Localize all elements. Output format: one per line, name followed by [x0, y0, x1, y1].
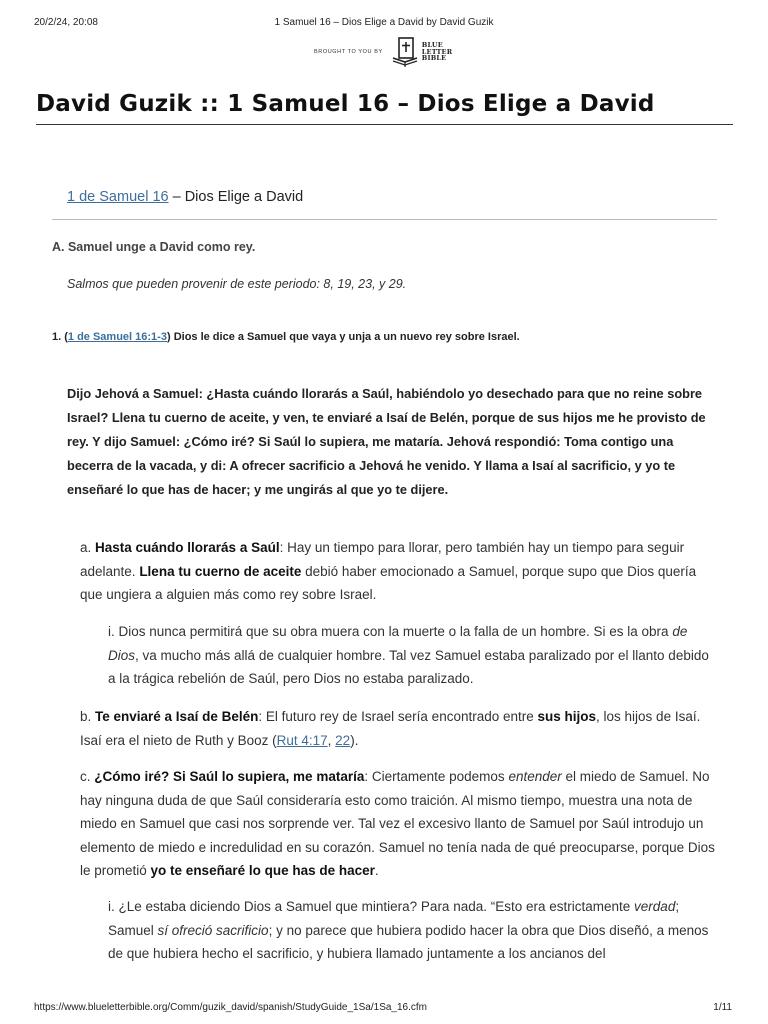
point-c-bold-1: ¿Cómo iré? Si Saúl lo supiera, me mataría — [94, 769, 365, 784]
print-date: 20/2/24, 20:08 — [34, 17, 98, 28]
subtitle-divider — [52, 219, 717, 220]
point-c-bold-2: yo te enseñaré lo que has de hacer — [150, 863, 375, 878]
point-c-i-text-2: ; Samuel — [108, 899, 680, 938]
blb-line-3: BIBLE — [421, 54, 447, 63]
subtitle-text: – Dios Elige a David — [168, 189, 304, 205]
point-heading — [52, 331, 520, 343]
ruth-4-17-link[interactable]: Rut 4:17 — [276, 732, 328, 748]
blb-line-2: LETTER — [421, 47, 453, 56]
bible-book-icon — [391, 36, 419, 68]
point-b-sep: , — [327, 732, 336, 748]
print-doc-title: 1 Samuel 16 – Dios Elige a David by David Guzik — [274, 17, 494, 28]
point-a-prefix: a. — [80, 540, 96, 555]
point-c-text-3: . — [374, 863, 379, 878]
blb-line-1: BLUE — [421, 41, 443, 50]
point-c-i-text-1: i. ¿Le estaba diciendo Dios a Samuel que mintiera? Para nada. “Esto era estrictamente — [108, 899, 635, 914]
point-c-i-italic-2: sí ofreció sacrificio — [157, 922, 269, 938]
point-c-text-1: : Ciertamente podemos — [364, 769, 509, 784]
point-text: ) Dios le dice a Samuel que vaya y unja a un nuevo rey sobre Israel. — [166, 331, 520, 343]
point-prefix: 1. ( — [52, 331, 68, 343]
point-c-i-text-3: ; y no parece que hubiera podido hacer la obra que Dios diseñó, a menos de que hubiera hecho el sacrificio, y hubiera llamado juntamente a los ancianos del — [108, 922, 709, 961]
point-a-i-italic: de Dios — [108, 624, 688, 663]
commentary-point-c — [80, 765, 720, 883]
point-b-text-2: , los hijos de Isaí. Isaí era el nieto de Ruth y Booz ( — [80, 709, 701, 748]
commentary-point-c-i — [108, 895, 720, 966]
commentary-point-a — [80, 536, 720, 607]
commentary-point-a-i — [108, 620, 720, 691]
section-heading: A. Samuel unge a David como rey. — [52, 240, 256, 254]
psalms-note: Salmos que pueden provenir de este periodo: 8, 19, 23, y 29. — [67, 277, 407, 291]
point-a-bold-1: Hasta cuándo llorarás a Saúl — [95, 540, 280, 555]
point-c-i-italic-1: verdad — [634, 899, 676, 914]
point-b-prefix: b. — [80, 709, 96, 724]
print-url: https://www.blueletterbible.org/Comm/guzik_david/spanish/StudyGuide_1Sa/1Sa_16.cfm — [34, 1002, 427, 1013]
chapter-link[interactable]: 1 de Samuel 16 — [67, 189, 169, 205]
brought-to-you-label: BROUGHT TO YOU BY — [314, 49, 383, 55]
title-divider — [36, 124, 733, 125]
point-b-bold-1: Te enviaré a Isaí de Belén — [95, 709, 259, 724]
point-a-i-text-2: , va mucho más allá de cualquier hombre. Tal vez Samuel estaba paralizado por el llanto debido a la trágica rebelión de Saúl, pero Dios no estaba paralizado. — [108, 647, 709, 686]
point-c-text-2: el miedo de Samuel. No hay ninguna duda de que Saúl consideraría esto como traición. Al mismo tiempo, muestra una nota de miedo en Samuel que casi nos sorprende ver. Tal vez el excesivo llanto de Samuel por Saúl introdujo un elemento de miedo e incredulidad en su corazón. Samuel no tenía nada de qué preocuparse, porque Dios le prometió — [80, 769, 715, 878]
point-c-prefix: c. — [80, 769, 95, 784]
ruth-4-22-link[interactable]: 22 — [335, 732, 351, 748]
point-b-text-3: ). — [350, 732, 359, 748]
point-a-bold-2: Llena tu cuerno de aceite — [139, 563, 302, 579]
blue-letter-bible-logo[interactable] — [314, 36, 452, 68]
page-number: 1/11 — [713, 1002, 732, 1013]
point-c-italic: entender — [508, 769, 562, 784]
commentary-point-b — [80, 705, 720, 752]
blb-wordmark — [422, 42, 453, 62]
scripture-passage: Dijo Jehová a Samuel: ¿Hasta cuándo llorarás a Saúl, habiéndolo yo desechado para que no reine sobre Israel? Llena tu cuerno de aceite, y ven, te enviaré a Isaí de Belén, porque de sus hijos me he provisto de rey. Y dijo Samuel: ¿Cómo iré? Si Saúl lo supiera, me mataría. Jehová respondió: Toma contigo una becerra de la vacada, y di: A ofrecer sacrificio a Jehová he venido. Y llama a Isaí al sacrificio, y yo te enseñaré lo que has de hacer; y me ungirás al que yo te dijere. — [67, 386, 706, 497]
chapter-subtitle — [67, 189, 303, 205]
point-a-i-text-1: i. Dios nunca permitirá que su obra muera con la muerte o la falla de un hombre. Si es la obra — [108, 624, 673, 639]
point-b-bold-2: sus hijos — [537, 709, 597, 724]
page-title: David Guzik :: 1 Samuel 16 – Dios Elige a David — [36, 91, 655, 117]
point-a-text-1: : Hay un tiempo para llorar, pero también hay un tiempo para seguir adelante. — [80, 540, 685, 579]
point-b-text-1: : El futuro rey de Israel sería encontrado entre — [258, 709, 538, 724]
scripture-reference-link[interactable]: 1 de Samuel 16:1-3 — [67, 331, 167, 343]
point-a-text-2: debió haber emocionado a Samuel, porque supo que Dios quería que ungiera a alguien más como rey sobre Israel. — [80, 563, 697, 602]
